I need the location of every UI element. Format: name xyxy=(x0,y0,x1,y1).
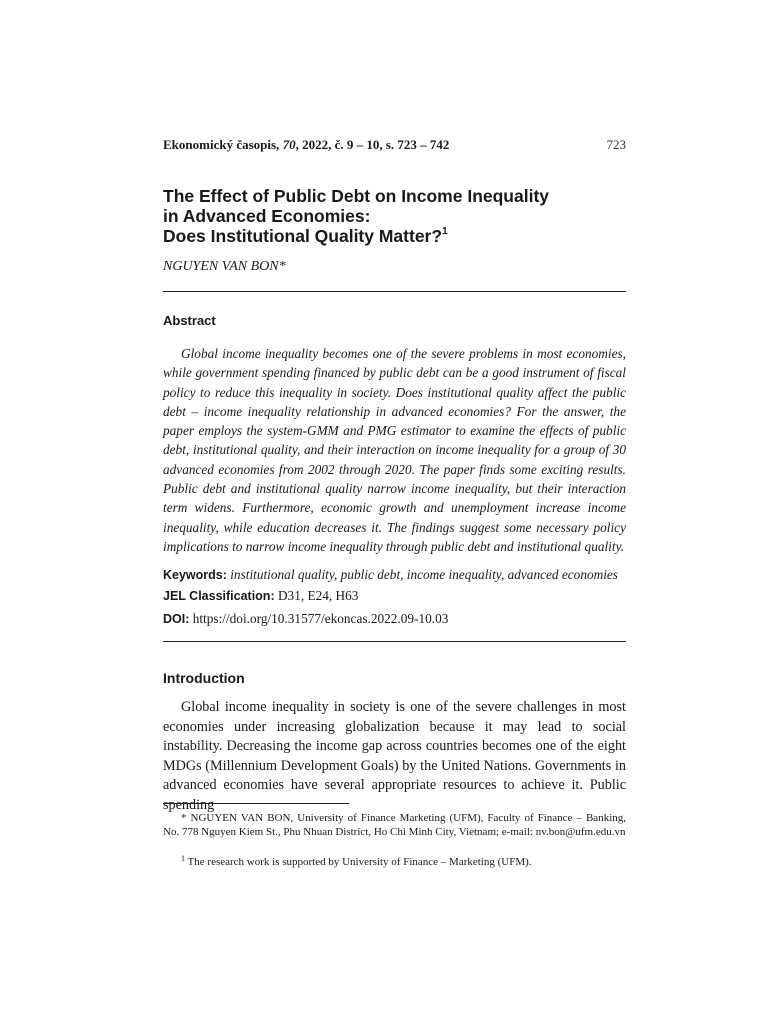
keywords-value: institutional quality, public debt, income inequality, advanced economies xyxy=(230,567,618,582)
divider-top xyxy=(163,291,626,292)
introduction-text: Global income inequality in society is one of the severe challenges in most economies under increasing globalization because it may lead to social instability. Decreasing the income gap across countries becomes one of the eight MDGs (Millennium Development Goals) by the United Nations. Governments in advanced economies have several appropriate resources to achieve it. Public spending xyxy=(163,699,626,813)
jel-value: D31, E24, H63 xyxy=(277,588,359,603)
running-head xyxy=(163,137,626,153)
footnote-1-mark: 1 xyxy=(181,854,185,863)
doi-label: DOI: xyxy=(163,612,190,626)
jel-line xyxy=(163,588,633,604)
keywords-line xyxy=(163,567,633,583)
title-line-2: in Advanced Economies: xyxy=(163,206,371,226)
article-title xyxy=(163,186,633,246)
doi-link[interactable]: https://doi.org/10.31577/ekoncas.2022.09-10.03 xyxy=(192,611,449,626)
journal-citation: Ekonomický časopis, 70, 2022, č. 9 – 10, s. 723 – 742 xyxy=(163,137,450,152)
jel-label: JEL Classification: xyxy=(163,589,275,603)
divider-bottom xyxy=(163,641,626,642)
footnote-author: * NGUYEN VAN BON, University of Finance Marketing (UFM), Faculty of Finance – Banking, No. 778 Nguyen Kiem St., Phu Nhuan District, Ho Chi Minh City, Vietnam; e-mail: nv.bon@ufm.edu.vn xyxy=(163,812,626,838)
author-name: NGUYEN VAN BON* xyxy=(163,259,286,274)
title-line-3: Does Institutional Quality Matter?$^1$ xyxy=(163,226,448,246)
title-footnote-mark: 1 xyxy=(442,226,448,237)
doi-line xyxy=(163,611,633,627)
introduction-heading: Introduction xyxy=(163,670,245,686)
abstract-heading: Abstract xyxy=(163,313,216,328)
footnote-1: $^1$ The research work is supported by University of Finance – Marketing (UFM). xyxy=(181,854,532,868)
title-line-1: The Effect of Public Debt on Income Inequality xyxy=(163,186,550,206)
abstract-text: Global income inequality becomes one of the severe problems in most economies, while government spending financed by public debt can be a good instrument of fiscal policy to reduce this inequality in society. Does institutional quality affect the public debt – income inequality relationship in advanced economies? For the answer, the paper employs the system-GMM and PMG estimator to examine the effects of public debt, institutional quality, and their interaction on income inequality for a group of 30 advanced economies from 2002 through 2020. The paper finds some exciting results. Public debt and institutional quality narrow income inequality, but their interaction term widens. Furthermore, economic growth and unemployment increase income inequality, while education decreases it. The findings suggest some necessary policy implications to narrow income inequality through public debt and institutional quality. xyxy=(163,346,626,554)
page-number: 723 xyxy=(606,137,626,152)
footnote-separator xyxy=(163,803,349,804)
keywords-label: Keywords: xyxy=(163,568,227,582)
